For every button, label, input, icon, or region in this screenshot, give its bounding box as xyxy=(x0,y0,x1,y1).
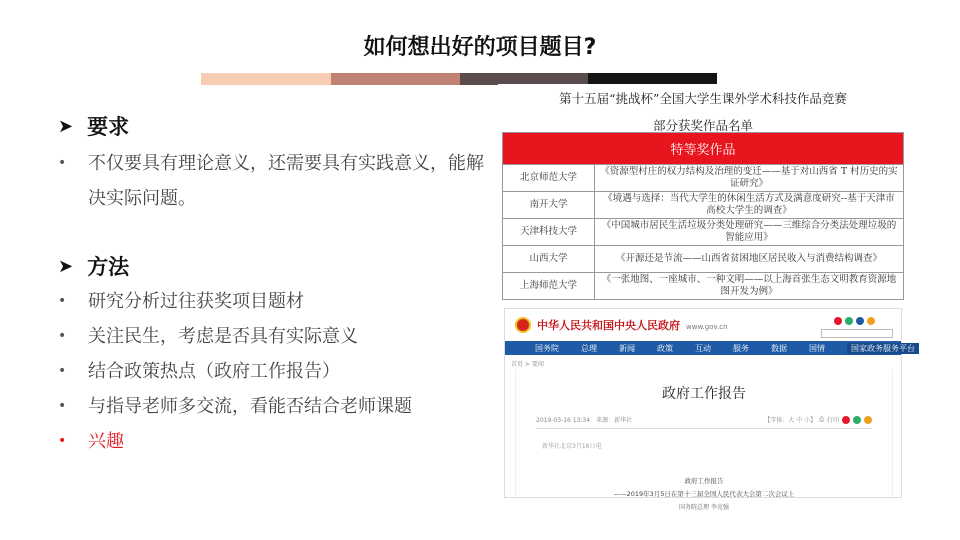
method-item-highlight: • 兴趣 xyxy=(58,424,488,459)
weibo-icon xyxy=(834,317,842,325)
weibo-share-icon xyxy=(842,416,850,424)
gov-nav-item: 国情 xyxy=(809,343,825,353)
award-table xyxy=(502,132,904,300)
school-cell: 北京师范大学 xyxy=(503,165,595,192)
mobile-icon xyxy=(867,317,875,325)
print-label: 打印 xyxy=(826,417,839,424)
gov-site-name: 中华人民共和国中央人民政府 xyxy=(537,319,680,332)
gov-breadcrumb: 首页 > 要闻 xyxy=(511,361,544,368)
wechat-share-icon xyxy=(853,416,861,424)
gov-nav-item: 国务院 xyxy=(535,343,559,353)
table-row xyxy=(503,219,904,246)
award-list-image xyxy=(498,84,908,296)
gov-nav-item: 新闻 xyxy=(619,343,635,353)
gov-nav-item: 服务 xyxy=(733,343,749,353)
table-row xyxy=(503,246,904,273)
method-item: • 与指导老师多交流，看能否结合老师课题 xyxy=(58,389,488,424)
font-size-control: 【字体：大 中 小】 xyxy=(764,417,817,424)
divider xyxy=(536,428,872,429)
method-item: • 关注民生，考虑是否具有实际意义 xyxy=(58,319,488,354)
work-cell: 《一张地图、一座城市、一种文明——以上海首张生态文明教育资源地图开发为例》 xyxy=(595,273,904,300)
national-emblem-icon xyxy=(515,317,531,333)
gov-nav-item: 互动 xyxy=(695,343,711,353)
gov-article-content-title: 政府工作报告 xyxy=(684,477,724,485)
slide-title: 如何想出好的项目题目? xyxy=(363,35,597,60)
table-row xyxy=(503,273,904,300)
school-cell: 上海师范大学 xyxy=(503,273,595,300)
gov-url: www.gov.cn xyxy=(686,323,728,331)
gov-article-meta xyxy=(516,415,892,424)
print-icon: ⎙ xyxy=(819,415,824,423)
work-cell: 《开源还是节流——山西省贫困地区居民收入与消费结构调查》 xyxy=(595,246,904,273)
requirement-item: • 不仅要具有理论意义，还需要具有实践意义，能解决实际问题。 xyxy=(58,146,488,216)
arrow-bullet-icon: ➤ xyxy=(58,255,74,277)
stripe-segment-1 xyxy=(201,73,331,85)
award-subtitle: 部分获奖作品名单 xyxy=(652,118,753,133)
work-cell: 《境遇与选择：当代大学生的休闲生活方式及满意度研究--基于天津市高校大学生的调查》 xyxy=(595,192,904,219)
gov-article xyxy=(515,369,893,511)
gov-nav-item: 国家政务服务平台 xyxy=(847,343,919,354)
school-cell: 山西大学 xyxy=(503,246,595,273)
gov-header xyxy=(505,309,901,341)
requirements-heading xyxy=(58,110,488,142)
method-item: • 研究分析过往获奖项目题材 xyxy=(58,284,488,319)
work-cell: 《资源型村庄的权力结构及治理的变迁——基于对山西省 T 村历史的实证研究》 xyxy=(595,165,904,192)
gov-article-title: 政府工作报告 xyxy=(662,386,746,402)
methods-heading-text: 方法 xyxy=(87,255,130,279)
method-item: • 结合政策热点（政府工作报告） xyxy=(58,354,488,389)
methods-heading xyxy=(58,250,488,282)
gov-nav-item: 政策 xyxy=(657,343,673,353)
gov-article-dateline: 新华社北京3月16日电 xyxy=(542,443,602,450)
stripe-segment-2 xyxy=(331,73,460,85)
gov-search-input xyxy=(821,329,893,338)
award-table-header: 特等奖作品 xyxy=(503,133,904,165)
social-icons xyxy=(834,317,875,325)
gov-article-date: 2019-03-16 13:34 来源：新华社 xyxy=(536,417,633,424)
requirements-heading-text: 要求 xyxy=(87,115,130,139)
gov-nav-item: 数据 xyxy=(771,343,787,353)
content-left xyxy=(58,110,488,459)
wechat-icon xyxy=(845,317,853,325)
share-bar xyxy=(764,415,872,424)
table-row xyxy=(503,165,904,192)
gov-nav-item: 总理 xyxy=(581,343,597,353)
table-row xyxy=(503,192,904,219)
work-cell: 《中国城市居民生活垃圾分类处理研究——三维综合分类法处理垃圾的智能应用》 xyxy=(595,219,904,246)
award-title: 第十五届“挑战杯”全国大学生课外学术科技作品竞赛 xyxy=(559,91,847,106)
qzone-share-icon xyxy=(864,416,872,424)
school-cell: 天津科技大学 xyxy=(503,219,595,246)
school-cell: 南开大学 xyxy=(503,192,595,219)
gov-nav-bar xyxy=(505,341,915,355)
gov-article-content-subtitle: ——2019年3月5日在第十三届全国人民代表大会第二次会议上 xyxy=(613,490,795,498)
app-icon xyxy=(856,317,864,325)
gov-article-author: 国务院总理 李克强 xyxy=(679,504,729,511)
arrow-bullet-icon: ➤ xyxy=(58,115,74,137)
gov-website-screenshot xyxy=(504,308,915,511)
